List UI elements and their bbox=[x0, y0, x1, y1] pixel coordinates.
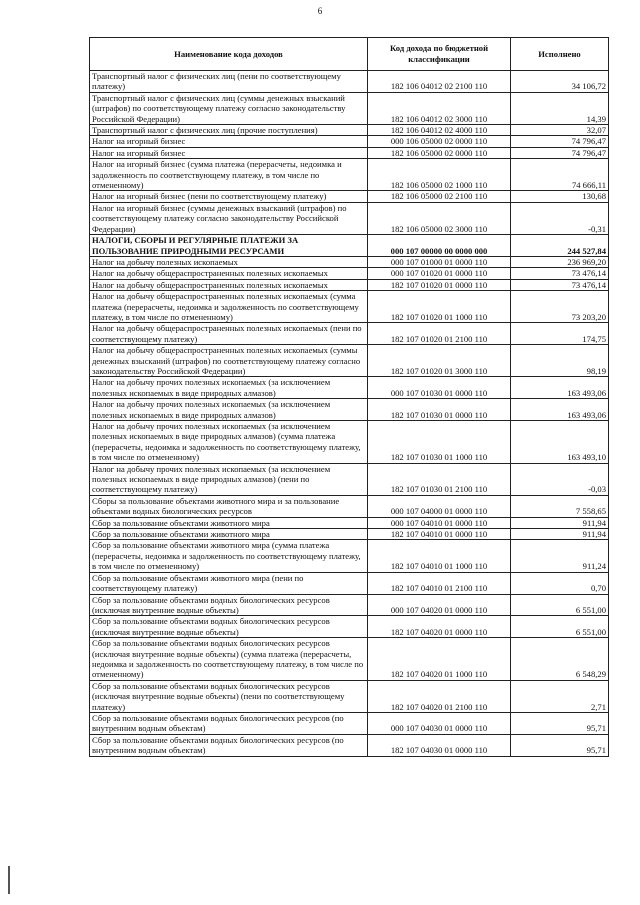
table-row bbox=[90, 495, 609, 517]
row-name-cell: Налог на добычу общераспространенных полезных ископаемых (пени по соответствующему платежу) bbox=[90, 323, 368, 345]
row-amount-cell: 236 969,20 bbox=[511, 256, 609, 267]
table-row bbox=[90, 616, 609, 638]
row-name-cell: Налог на добычу общераспространенных полезных ископаемых (сумма платежа (перерасчеты, недоимка и задолженность по соответствующему платежу, в том числе по отмененному) bbox=[90, 291, 368, 323]
row-amount-cell: 7 558,65 bbox=[511, 495, 609, 517]
row-code-cell: 000 107 00000 00 0000 000 bbox=[368, 235, 511, 257]
header-amount: Исполнено bbox=[511, 38, 609, 71]
row-code-cell: 182 107 04020 01 0000 110 bbox=[368, 616, 511, 638]
row-amount-cell: 911,94 bbox=[511, 517, 609, 528]
row-code-cell: 182 107 01030 01 1000 110 bbox=[368, 421, 511, 464]
row-name-cell: Сбор за пользование объектами водных биологических ресурсов (исключая внутренние водные объекты) (пени по соответствующему платежу) bbox=[90, 680, 368, 712]
header-name: Наименование кода доходов bbox=[90, 38, 368, 71]
row-code-cell: 182 107 04010 01 2100 110 bbox=[368, 572, 511, 594]
row-name-cell: Налог на добычу общераспространенных полезных ископаемых bbox=[90, 279, 368, 290]
row-name-cell: Налог на добычу полезных ископаемых bbox=[90, 256, 368, 267]
table-row bbox=[90, 572, 609, 594]
row-name-cell: Сбор за пользование объектами водных биологических ресурсов (исключая внутренние водные объекты) bbox=[90, 616, 368, 638]
table-row bbox=[90, 268, 609, 279]
row-code-cell: 000 107 01000 01 0000 110 bbox=[368, 256, 511, 267]
row-code-cell: 182 107 01020 01 0000 110 bbox=[368, 279, 511, 290]
table-row bbox=[90, 235, 609, 257]
row-code-cell: 182 107 01030 01 0000 110 bbox=[368, 399, 511, 421]
row-code-cell: 182 106 05000 02 0000 110 bbox=[368, 147, 511, 158]
row-name-cell: Сбор за пользование объектами водных биологических ресурсов (по внутренним водным объектам) bbox=[90, 712, 368, 734]
table-row bbox=[90, 734, 609, 756]
table-body bbox=[90, 71, 609, 757]
table-row bbox=[90, 345, 609, 377]
table-row bbox=[90, 517, 609, 528]
table-row bbox=[90, 712, 609, 734]
row-name-cell: Налог на добычу общераспространенных полезных ископаемых bbox=[90, 268, 368, 279]
row-code-cell: 000 107 04000 01 0000 110 bbox=[368, 495, 511, 517]
table-row bbox=[90, 323, 609, 345]
scan-mark bbox=[8, 866, 10, 894]
table-row bbox=[90, 291, 609, 323]
row-code-cell: 182 107 01020 01 2100 110 bbox=[368, 323, 511, 345]
row-amount-cell: 6 551,00 bbox=[511, 594, 609, 616]
row-amount-cell: 98,19 bbox=[511, 345, 609, 377]
row-name-cell: Сбор за пользование объектами животного мира bbox=[90, 529, 368, 540]
table-row bbox=[90, 399, 609, 421]
row-amount-cell: 74 666,11 bbox=[511, 159, 609, 191]
row-code-cell: 000 106 05000 02 0000 110 bbox=[368, 136, 511, 147]
row-code-cell: 000 107 01020 01 0000 110 bbox=[368, 268, 511, 279]
row-amount-cell: 32,07 bbox=[511, 125, 609, 136]
table-row bbox=[90, 680, 609, 712]
row-amount-cell: -0,03 bbox=[511, 463, 609, 495]
table-row bbox=[90, 529, 609, 540]
row-amount-cell: 95,71 bbox=[511, 734, 609, 756]
header-code: Код дохода по бюджетной классификации bbox=[368, 38, 511, 71]
row-code-cell: 182 107 01020 01 3000 110 bbox=[368, 345, 511, 377]
table-row bbox=[90, 191, 609, 202]
row-amount-cell: 6 548,29 bbox=[511, 638, 609, 681]
row-name-cell: Сбор за пользование объектами водных биологических ресурсов (исключая внутренние водные объекты) (сумма платежа (перерасчеты, недоимка и задолженность по соответствующему платежу, в том числе по отмененному) bbox=[90, 638, 368, 681]
table-row bbox=[90, 136, 609, 147]
row-name-cell: Сбор за пользование объектами водных биологических ресурсов (по внутренним водным объектам) bbox=[90, 734, 368, 756]
row-amount-cell: -0,31 bbox=[511, 202, 609, 234]
row-amount-cell: 74 796,47 bbox=[511, 136, 609, 147]
page-number: 6 bbox=[317, 6, 323, 16]
row-code-cell: 182 106 04012 02 4000 110 bbox=[368, 125, 511, 136]
row-code-cell: 182 107 01030 01 2100 110 bbox=[368, 463, 511, 495]
row-amount-cell: 14,39 bbox=[511, 92, 609, 124]
row-code-cell: 182 107 04010 01 0000 110 bbox=[368, 529, 511, 540]
row-amount-cell: 174,75 bbox=[511, 323, 609, 345]
row-code-cell: 182 106 05000 02 3000 110 bbox=[368, 202, 511, 234]
row-name-cell: Налог на игорный бизнес (пени по соответствующему платежу) bbox=[90, 191, 368, 202]
row-code-cell: 182 107 04010 01 1000 110 bbox=[368, 540, 511, 572]
row-name-cell: Сбор за пользование объектами животного мира (пени по соответствующему платежу) bbox=[90, 572, 368, 594]
table-row bbox=[90, 92, 609, 124]
row-name-cell: Сбор за пользование объектами водных биологических ресурсов (исключая внутренние водные объекты) bbox=[90, 594, 368, 616]
row-name-cell: Сбор за пользование объектами животного мира bbox=[90, 517, 368, 528]
table-row bbox=[90, 256, 609, 267]
row-amount-cell: 73 476,14 bbox=[511, 279, 609, 290]
row-code-cell: 000 107 04030 01 0000 110 bbox=[368, 712, 511, 734]
row-code-cell: 182 107 04030 01 0000 110 bbox=[368, 734, 511, 756]
row-name-cell: Транспортный налог с физических лиц (суммы денежных взысканий (штрафов) по соответствующему платежу согласно законодательству Российской Федерации) bbox=[90, 92, 368, 124]
row-code-cell: 182 107 04020 01 1000 110 bbox=[368, 638, 511, 681]
row-amount-cell: 74 796,47 bbox=[511, 147, 609, 158]
row-code-cell: 182 106 04012 02 2100 110 bbox=[368, 71, 511, 93]
row-name-cell: Сборы за пользование объектами животного мира и за пользование объектами водных биологических ресурсов bbox=[90, 495, 368, 517]
row-code-cell: 182 107 04020 01 2100 110 bbox=[368, 680, 511, 712]
table-row bbox=[90, 540, 609, 572]
row-name-cell: Налог на добычу общераспространенных полезных ископаемых (суммы денежных взысканий (штрафов) по соответствующему платежу согласно законодательству Российской Федерации) bbox=[90, 345, 368, 377]
table-row bbox=[90, 159, 609, 191]
row-name-cell: Сбор за пользование объектами животного мира (сумма платежа (перерасчеты, недоимка и задолженность по соответствующему платежу, в том числе по отмененному) bbox=[90, 540, 368, 572]
table-row bbox=[90, 377, 609, 399]
row-code-cell: 182 106 04012 02 3000 110 bbox=[368, 92, 511, 124]
row-amount-cell: 2,71 bbox=[511, 680, 609, 712]
row-amount-cell: 95,71 bbox=[511, 712, 609, 734]
table-row bbox=[90, 638, 609, 681]
row-amount-cell: 163 493,06 bbox=[511, 399, 609, 421]
row-amount-cell: 244 527,84 bbox=[511, 235, 609, 257]
row-name-cell: Налог на добычу прочих полезных ископаемых (за исключением полезных ископаемых в виде природных алмазов) (сумма платежа (перерасчеты, недоимка и задолженность по соответствующему платежу, в том числе по отмененному) bbox=[90, 421, 368, 464]
row-code-cell: 000 107 04020 01 0000 110 bbox=[368, 594, 511, 616]
row-amount-cell: 73 476,14 bbox=[511, 268, 609, 279]
row-name-cell: Транспортный налог с физических лиц (пени по соответствующему платежу) bbox=[90, 71, 368, 93]
row-code-cell: 000 107 01030 01 0000 110 bbox=[368, 377, 511, 399]
row-amount-cell: 911,24 bbox=[511, 540, 609, 572]
table-row bbox=[90, 125, 609, 136]
table-row bbox=[90, 147, 609, 158]
row-code-cell: 182 106 05000 02 1000 110 bbox=[368, 159, 511, 191]
row-code-cell: 182 106 05000 02 2100 110 bbox=[368, 191, 511, 202]
row-code-cell: 000 107 04010 01 0000 110 bbox=[368, 517, 511, 528]
row-amount-cell: 130,68 bbox=[511, 191, 609, 202]
row-amount-cell: 0,70 bbox=[511, 572, 609, 594]
row-name-cell: Налог на игорный бизнес bbox=[90, 136, 368, 147]
row-amount-cell: 163 493,06 bbox=[511, 377, 609, 399]
table-row bbox=[90, 463, 609, 495]
row-name-cell: Транспортный налог с физических лиц (прочие поступления) bbox=[90, 125, 368, 136]
row-name-cell: НАЛОГИ, СБОРЫ И РЕГУЛЯРНЫЕ ПЛАТЕЖИ ЗА ПОЛЬЗОВАНИЕ ПРИРОДНЫМИ РЕСУРСАМИ bbox=[90, 235, 368, 257]
row-name-cell: Налог на добычу прочих полезных ископаемых (за исключением полезных ископаемых в виде природных алмазов) bbox=[90, 399, 368, 421]
row-name-cell: Налог на добычу прочих полезных ископаемых (за исключением полезных ископаемых в виде природных алмазов) (пени по соответствующему платежу) bbox=[90, 463, 368, 495]
table-row bbox=[90, 202, 609, 234]
table-row bbox=[90, 279, 609, 290]
row-name-cell: Налог на добычу прочих полезных ископаемых (за исключением полезных ископаемых в виде природных алмазов) bbox=[90, 377, 368, 399]
row-amount-cell: 6 551,00 bbox=[511, 616, 609, 638]
row-name-cell: Налог на игорный бизнес bbox=[90, 147, 368, 158]
table-row bbox=[90, 71, 609, 93]
revenue-table bbox=[89, 37, 609, 757]
row-amount-cell: 911,94 bbox=[511, 529, 609, 540]
row-name-cell: Налог на игорный бизнес (суммы денежных взысканий (штрафов) по соответствующему платежу согласно законодательству Российской Федерации) bbox=[90, 202, 368, 234]
table-row bbox=[90, 421, 609, 464]
table-row bbox=[90, 594, 609, 616]
row-name-cell: Налог на игорный бизнес (сумма платежа (перерасчеты, недоимка и задолженность по соответствующему платежу, в том числе по отмененному) bbox=[90, 159, 368, 191]
row-amount-cell: 163 493,10 bbox=[511, 421, 609, 464]
row-code-cell: 182 107 01020 01 1000 110 bbox=[368, 291, 511, 323]
row-amount-cell: 73 203,20 bbox=[511, 291, 609, 323]
table-header-row bbox=[90, 38, 609, 71]
row-amount-cell: 34 106,72 bbox=[511, 71, 609, 93]
